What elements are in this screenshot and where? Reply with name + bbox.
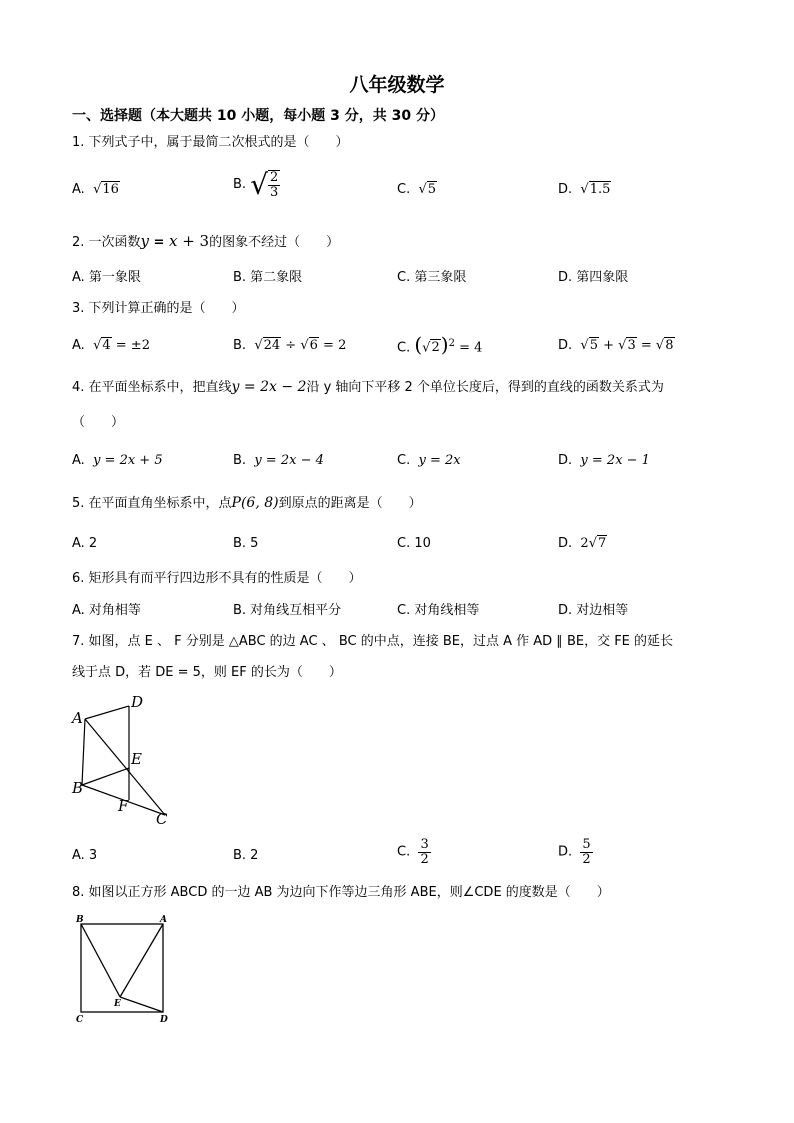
- q1-stem: 1. 下列式子中，属于最简二次根式的是（ ）: [72, 135, 349, 150]
- q6-option-c: C. 对角线相等: [397, 603, 480, 618]
- section-heading: 一、选择题（本大题共 10 小题，每小题 3 分，共 30 分）: [72, 108, 444, 124]
- q8-stem: 8. 如图以正方形 ABCD 的一边 AB 为边向下作等边三角形 ABE，则∠CDE 的度数是（ ）: [72, 885, 610, 900]
- point-label-d: D: [160, 1015, 168, 1025]
- q4-line2: （ ）: [72, 415, 125, 430]
- q3-option-d: D. √5 + √3 = √8: [558, 338, 674, 353]
- q5-stem: 5. 在平面直角坐标系中，点P(6, 8)到原点的距离是（ ）: [72, 495, 422, 511]
- q1-option-d: D. √1.5: [558, 182, 611, 197]
- point-label-e: E: [131, 750, 142, 768]
- segment-be: [82, 768, 129, 785]
- q5-option-a: A. 2: [72, 536, 98, 551]
- q4-line1: 4. 在平面坐标系中，把直线y = 2x − 2沿 y 轴向下平移 2 个单位长度后，得到的直线的函数关系式为: [72, 379, 664, 395]
- q2-option-d: D. 第四象限: [558, 270, 629, 285]
- q7-option-c: C. $\frac{3}{2}$: [397, 837, 429, 867]
- q7-triangle-figure: [68, 690, 178, 830]
- q7-line1: 7. 如图，点 E 、 F 分别是 △ABC 的边 AC 、 BC 的中点，连接 BE，过点 A 作 AD ∥ BE，交 FE 的延长: [72, 634, 674, 649]
- q1-option-c: C. √5: [397, 182, 437, 197]
- point-label-c: C: [76, 1015, 84, 1025]
- q8-square-figure: [72, 912, 182, 1027]
- point-label-b: B: [76, 915, 84, 925]
- point-label-f: F: [118, 797, 129, 815]
- point-label-a: A: [160, 915, 167, 925]
- segment-ed: [120, 997, 163, 1012]
- q4-option-c: C. y = 2x: [397, 453, 461, 468]
- point-label-d: D: [131, 693, 144, 711]
- q2-option-c: C. 第三象限: [397, 270, 467, 285]
- point-label-b: B: [72, 779, 84, 797]
- q6-stem: 6. 矩形具有而平行四边形不具有的性质是（ ）: [72, 571, 362, 586]
- q4-option-d: D. y = 2x − 1: [558, 453, 650, 468]
- page-title: 八年级数学: [349, 74, 445, 96]
- q6-option-b: B. 对角线互相平分: [233, 603, 342, 618]
- q1-option-b: B. √ $\frac{2}{3}$: [233, 168, 279, 201]
- q7-option-a: A. 3: [72, 848, 98, 863]
- point-label-e: E: [114, 999, 121, 1009]
- q3-option-c: C. $(√2)^2 = 4$: [397, 332, 483, 357]
- q7-line2: 线于点 D，若 DE = 5，则 EF 的长为（ ）: [72, 665, 342, 680]
- q5-option-b: B. 5: [233, 536, 259, 551]
- q3-option-a: A. √4 = ±2: [72, 338, 150, 353]
- q2-option-a: A. 第一象限: [72, 270, 141, 285]
- segment-ad: [85, 706, 129, 719]
- segment-be: [81, 924, 120, 997]
- q2-option-b: B. 第二象限: [233, 270, 303, 285]
- q4-option-b: B. y = 2x − 4: [233, 453, 324, 468]
- point-label-c: C: [156, 810, 168, 828]
- q7-option-b: B. 2: [233, 848, 259, 863]
- q3-stem: 3. 下列计算正确的是（ ）: [72, 301, 245, 316]
- q5-option-d: D. 2√7: [558, 536, 607, 551]
- q1-option-a: A. √16: [72, 182, 119, 197]
- point-label-a: A: [72, 709, 83, 727]
- segment-ae: [120, 924, 163, 997]
- segment-ab: [82, 719, 85, 785]
- square-abcd: [81, 924, 163, 1012]
- q5-option-c: C. 10: [397, 536, 431, 551]
- q6-option-d: D. 对边相等: [558, 603, 629, 618]
- q2-stem: 2. 一次函数y = x + 3的图象不经过（ ）: [72, 232, 340, 250]
- q7-option-d: D. $\frac{5}{2}$: [558, 837, 591, 867]
- q4-option-a: A. y = 2x + 5: [72, 453, 163, 468]
- q6-option-a: A. 对角相等: [72, 603, 141, 618]
- q3-option-b: B. √24 ÷ √6 = 2: [233, 338, 347, 353]
